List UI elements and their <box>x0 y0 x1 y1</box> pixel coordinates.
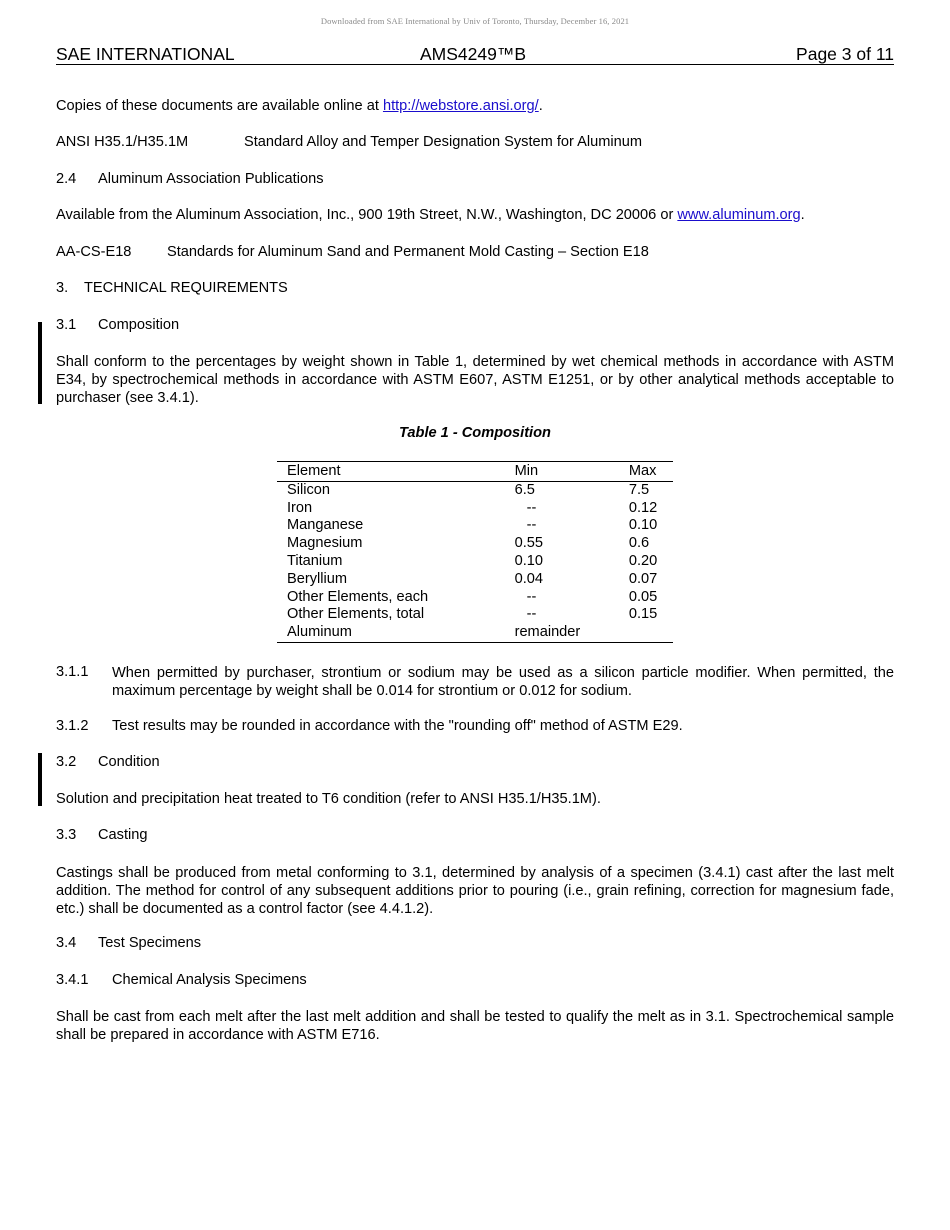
section-3-3-number: 3.3 <box>56 827 77 843</box>
section-3-1-1-number: 3.1.1 <box>56 664 89 680</box>
change-bar <box>38 753 42 806</box>
section-3-1-2-body: Test results may be rounded in accordance with the "rounding off" method of ASTM E29. <box>112 718 683 734</box>
element-cell: Manganese <box>287 517 364 534</box>
min-cell: -- <box>526 517 537 534</box>
aa-reference-title: Standards for Aluminum Sand and Permanent Mold Casting – Section E18 <box>167 244 649 260</box>
header-doc-number: AMS4249™B <box>420 44 527 64</box>
table-row <box>277 517 673 535</box>
min-cell: 0.04 <box>514 570 543 587</box>
table-row <box>277 589 673 607</box>
header-org: SAE INTERNATIONAL <box>56 44 235 64</box>
table-row <box>277 624 673 642</box>
min-cell: 0.55 <box>514 535 543 552</box>
header-rule <box>56 64 894 65</box>
element-cell: Beryllium <box>287 570 348 587</box>
max-cell <box>629 624 673 642</box>
element-cell: Aluminum <box>277 624 515 642</box>
header-page-number: Page 3 of 11 <box>796 44 894 64</box>
copies-paragraph: Copies of these documents are available online at http://webstore.ansi.org/. <box>56 98 543 114</box>
table-row <box>277 500 673 518</box>
aluminum-org-link[interactable]: www.aluminum.org <box>677 207 801 223</box>
section-3-4-number: 3.4 <box>56 935 77 951</box>
ansi-reference-title: Standard Alloy and Temper Designation System for Aluminum <box>244 134 643 150</box>
min-cell: 6.5 <box>514 481 535 498</box>
column-header: Max <box>629 462 673 482</box>
element-cell: Other Elements, each <box>287 588 429 605</box>
max-cell: 0.20 <box>628 552 658 569</box>
table-caption: Table 1 - Composition <box>399 425 551 441</box>
section-3-title: TECHNICAL REQUIREMENTS <box>84 280 288 296</box>
element-cell: Other Elements, total <box>287 606 425 623</box>
column-header: Min <box>515 462 629 482</box>
section-3-3-title: Casting <box>98 827 148 843</box>
section-3-4-title: Test Specimens <box>98 935 202 951</box>
max-cell: 7.5 <box>628 481 650 498</box>
aa-reference-code: AA-CS-E18 <box>56 244 132 260</box>
min-cell: -- <box>526 499 537 516</box>
download-watermark: Downloaded from SAE International by Univ of Toronto, Thursday, December 16, 2021 <box>320 16 630 26</box>
section-3-number: 3. <box>56 280 69 296</box>
table-row <box>277 481 673 499</box>
min-cell: -- <box>526 588 537 605</box>
section-3-2-number: 3.2 <box>56 754 77 770</box>
element-cell: Magnesium <box>287 535 363 552</box>
ansi-reference-code: ANSI H35.1/H35.1M <box>56 134 189 150</box>
section-3-4-1-body: Shall be cast from each melt after the last melt addition and shall be tested to qualify the melt as in 3.1. Spectrochemical sample shall be prepared in accordance with ASTM E716. <box>56 1009 894 1043</box>
element-cell: Silicon <box>287 481 330 498</box>
section-3-2-title: Condition <box>98 754 160 770</box>
max-cell: 0.07 <box>628 570 658 587</box>
max-cell: 0.15 <box>628 606 658 623</box>
max-cell: 0.10 <box>628 517 658 534</box>
table-row <box>277 553 673 571</box>
section-3-1-body: Shall conform to the percentages by weight shown in Table 1, determined by wet chemical methods in accordance with ASTM E34, by spectrochemical methods in accordance with ASTM E607, ASTM E1251, or by other analytical methods acceptable to purchaser (see 3.4.1). <box>56 354 894 406</box>
section-3-1-1-body: When permitted by purchaser, strontium or sodium may be used as a silicon particle modifier. When permitted, the maximum percentage by weight shall be 0.014 for strontium or 0.012 for sodium. <box>112 665 894 699</box>
column-header: Element <box>277 462 515 482</box>
max-cell: 0.12 <box>628 499 658 516</box>
section-3-1-title: Composition <box>98 317 180 333</box>
change-bar <box>38 322 42 404</box>
available-paragraph: Available from the Aluminum Association, Inc., 900 19th Street, N.W., Washington, DC 20006 or www.aluminum.org. <box>56 207 805 223</box>
section-3-2-body: Solution and precipitation heat treated to T6 condition (refer to ANSI H35.1/H35.1M). <box>56 791 601 807</box>
min-cell: -- <box>526 606 537 623</box>
section-3-1-number: 3.1 <box>56 317 77 333</box>
section-3-1-2-number: 3.1.2 <box>56 718 89 734</box>
max-cell: 0.05 <box>628 588 658 605</box>
section-2-4-title: Aluminum Association Publications <box>98 171 324 187</box>
section-3-4-1-title: Chemical Analysis Specimens <box>112 972 307 988</box>
table-row <box>277 606 673 624</box>
max-cell: 0.6 <box>628 535 650 552</box>
composition-table <box>277 461 673 643</box>
table-row <box>277 535 673 553</box>
section-2-4-number: 2.4 <box>56 171 77 187</box>
element-cell: Titanium <box>287 552 343 569</box>
table-header-row <box>277 462 673 482</box>
min-cell: remainder <box>515 624 629 642</box>
table-row <box>277 571 673 589</box>
ansi-webstore-link[interactable]: http://webstore.ansi.org/ <box>382 98 539 114</box>
section-3-3-body: Castings shall be produced from metal conforming to 3.1, determined by analysis of a specimen (3.4.1) cast after the last melt addition. The method for control of any subsequent additions prior to pouring (i.e., grain refining, correction for magnesium fade, etc.) shall be documented as a control factor (see 4.4.1.2). <box>56 865 894 917</box>
element-cell: Iron <box>287 499 313 516</box>
min-cell: 0.10 <box>514 552 543 569</box>
section-3-4-1-number: 3.4.1 <box>56 972 89 988</box>
